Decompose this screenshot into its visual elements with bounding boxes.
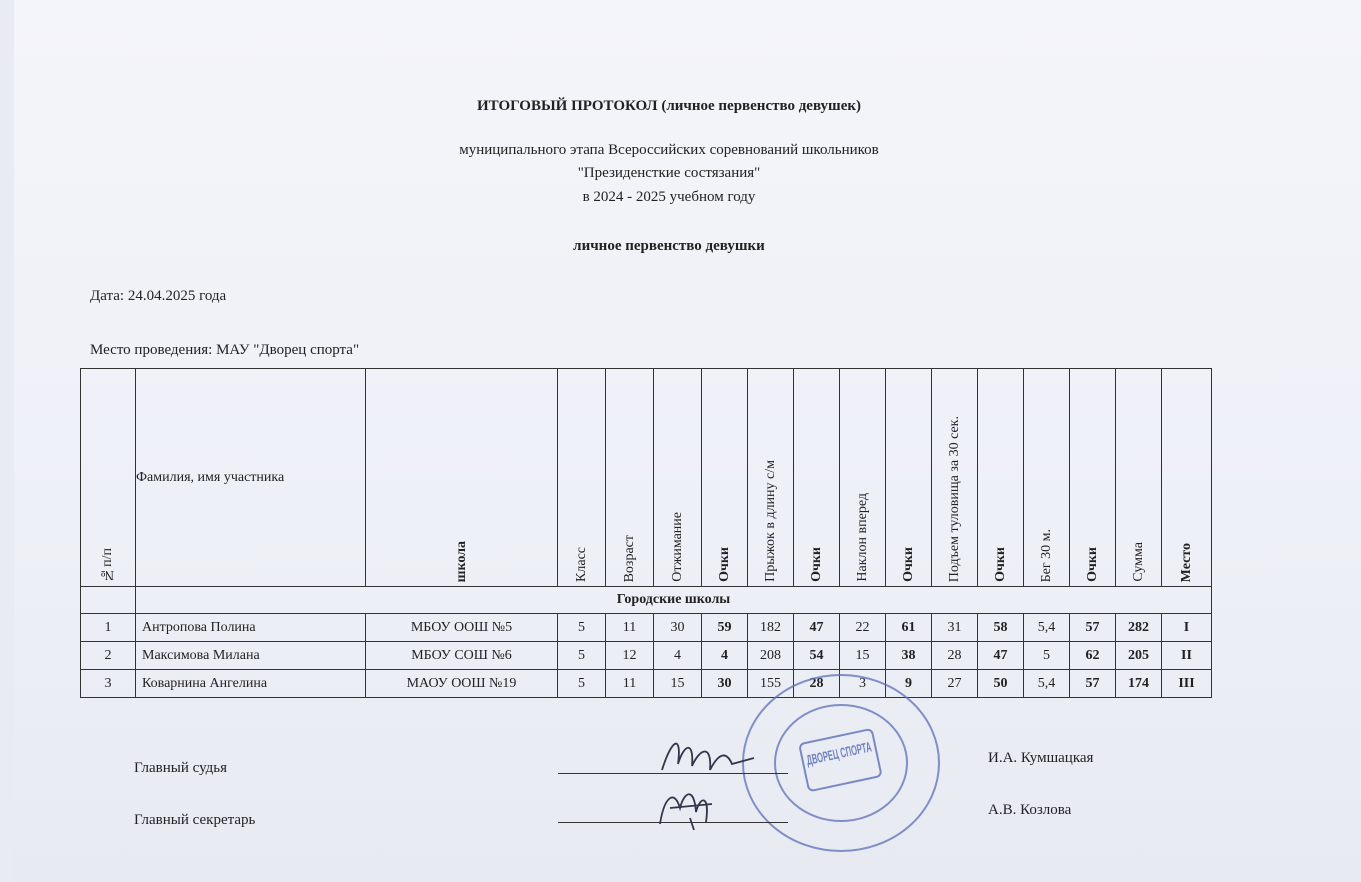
table-row: 1 Антропова Полина МБОУ ООШ №5 5 11 30 59 182 47 22 61 31 58 5,4 57 282 I xyxy=(81,614,1212,642)
col-age: Возраст xyxy=(606,369,654,587)
col-bend-points: Очки xyxy=(886,369,932,587)
official-stamp xyxy=(736,668,946,858)
col-pushups-points: Очки xyxy=(702,369,748,587)
subtitle: личное первенство девушки xyxy=(573,238,765,254)
protocol-page xyxy=(14,0,1361,882)
judge-name: И.А. Кумшацкая xyxy=(988,750,1094,766)
svg-text:ДВОРЕЦ СПОРТА: ДВОРЕЦ СПОРТА xyxy=(804,727,928,768)
venue-line: Место проведения: МАУ "Дворец спорта" xyxy=(90,342,360,358)
col-pushups: Отжимание xyxy=(654,369,702,587)
stamp-center xyxy=(799,727,928,791)
col-school: школа xyxy=(366,369,558,587)
secretary-signature xyxy=(650,778,730,834)
results-table xyxy=(80,368,1212,698)
table-header-row xyxy=(81,369,1212,587)
col-run: Бег 30 м. xyxy=(1024,369,1070,587)
col-jump-points: Очки xyxy=(794,369,840,587)
col-run-points: Очки xyxy=(1070,369,1116,587)
col-place: Место xyxy=(1162,369,1212,587)
col-jump: Прыжок в длину с/м xyxy=(748,369,794,587)
col-situps-points: Очки xyxy=(978,369,1024,587)
col-sum: Сумма xyxy=(1116,369,1162,587)
judge-signature xyxy=(654,730,764,780)
competition-name: "Президенсткие состязания" xyxy=(577,165,761,181)
participant-name: Коварнина Ангелина xyxy=(136,670,366,698)
participant-name: Максимова Милана xyxy=(136,642,366,670)
school-year: в 2024 - 2025 учебном году xyxy=(582,189,756,205)
table-row: 2 Максимова Милана МБОУ СОШ №6 5 12 4 4 208 54 15 38 28 47 5 62 205 II xyxy=(81,642,1212,670)
col-bend: Наклон вперед xyxy=(840,369,886,587)
col-num: №п/п xyxy=(81,369,136,587)
judge-label: Главный судья xyxy=(134,760,228,776)
protocol-title: ИТОГОВЫЙ ПРОТОКОЛ (личное первенство девушек) xyxy=(476,98,862,114)
group-label: Городские школы xyxy=(136,587,1212,614)
stage-line: муниципального этапа Всероссийских соревнований школьников xyxy=(459,142,879,158)
col-name: Фамилия, имя участника xyxy=(136,369,366,587)
table-row: 3 Коварнина Ангелина МАОУ ООШ №19 5 11 15 30 155 28 3 9 27 50 5,4 57 174 III xyxy=(81,670,1212,698)
secretary-name: А.В. Козлова xyxy=(988,802,1072,818)
col-situps: Подъем туловища за 30 сек. xyxy=(932,369,978,587)
group-row xyxy=(81,587,1212,614)
col-grade: Класс xyxy=(558,369,606,587)
participant-name: Антропова Полина xyxy=(136,614,366,642)
secretary-label: Главный секретарь xyxy=(134,812,256,828)
date-line: Дата: 24.04.2025 года xyxy=(90,288,227,304)
